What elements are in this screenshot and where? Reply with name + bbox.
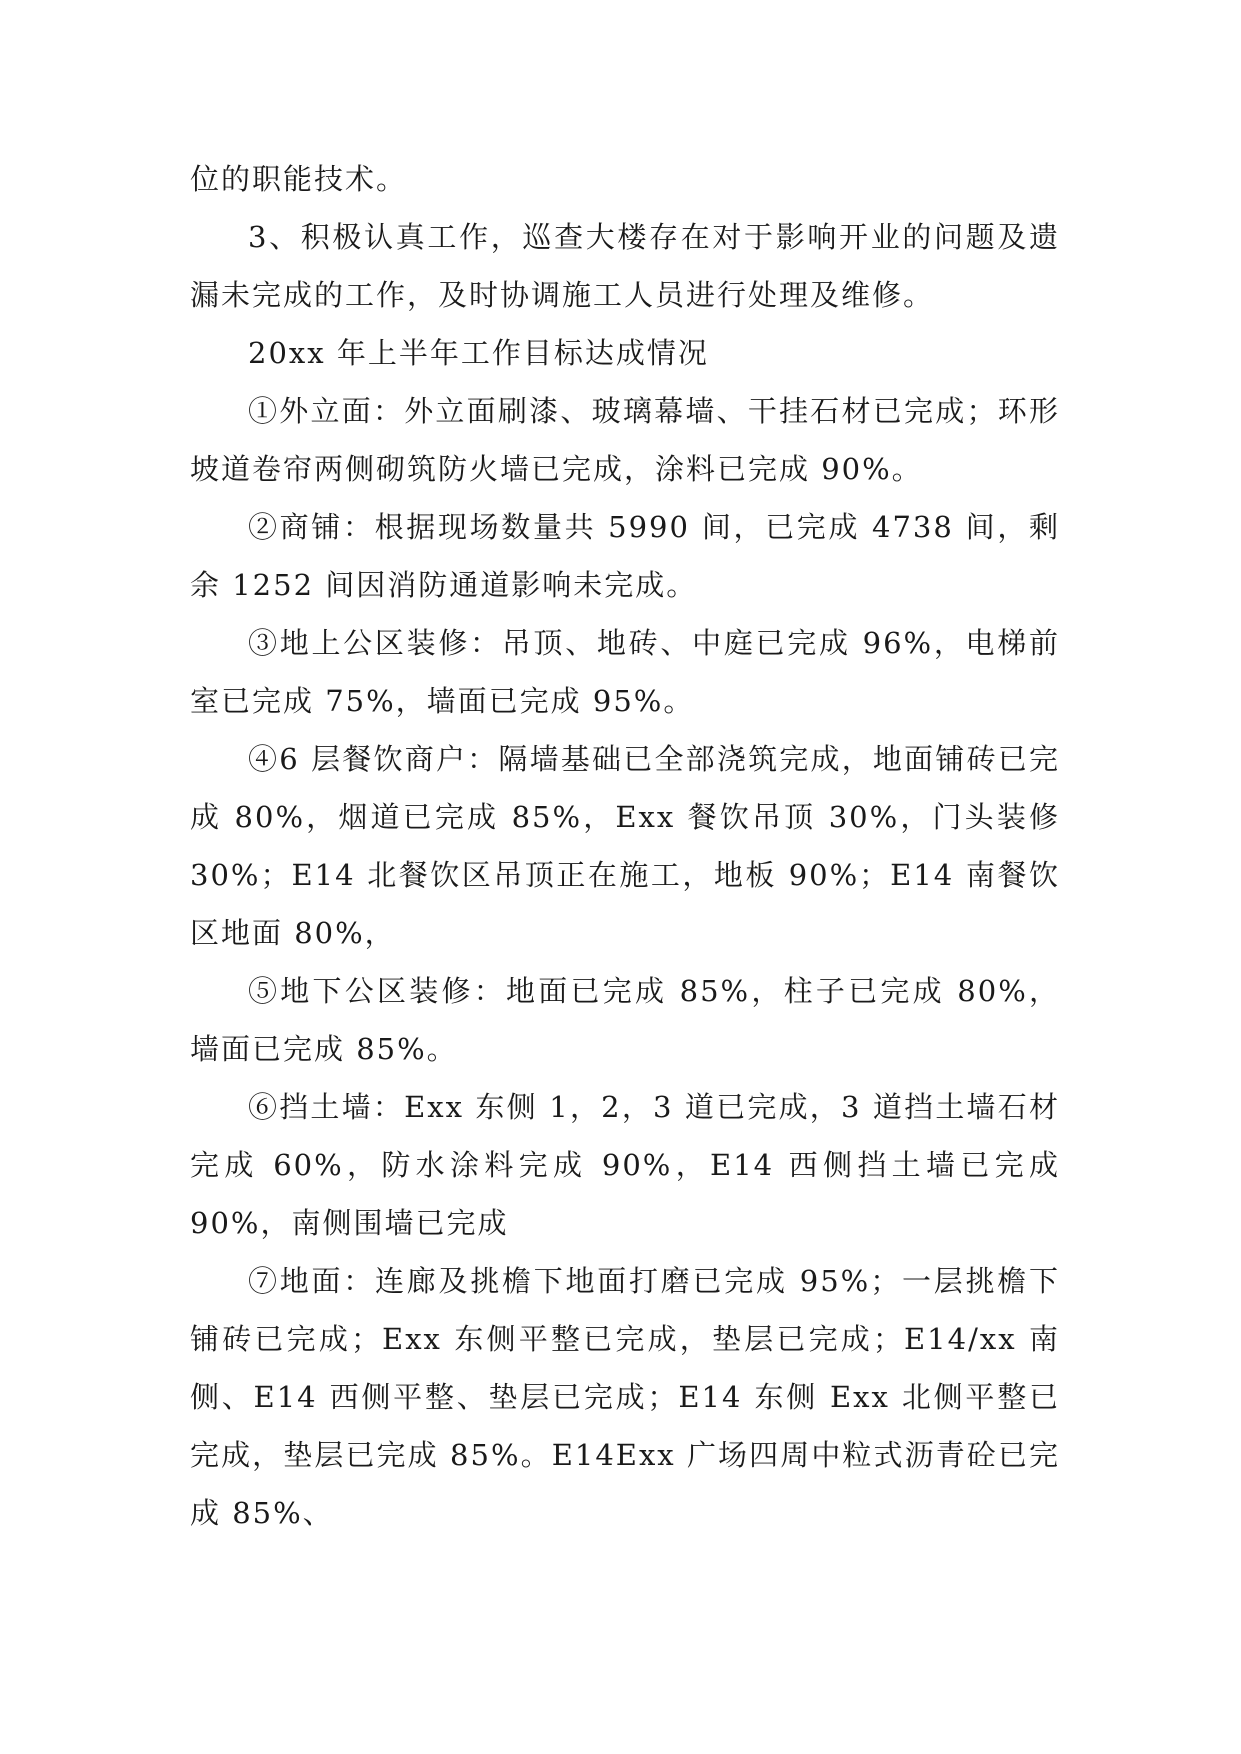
document-body [190,150,1060,1542]
paragraph-ground: ⑦地面：连廊及挑檐下地面打磨已完成 95%；一层挑檐下铺砖已完成；Exx 东侧平整已完成，垫层已完成；E14/xx 南侧、E14 西侧平整、垫层已完成；E14 东侧 Exx 北侧平整已完成，垫层已完成 85%。E14Exx 广场四周中粒式沥青砼已完成 85%、 [190,1264,1060,1530]
paragraph-retaining-wall: ⑥挡土墙：Exx 东侧 1，2，3 道已完成，3 道挡土墙石材完成 60%，防水涂料完成 90%，E14 西侧挡土墙已完成 90%，南侧围墙已完成 [190,1090,1060,1240]
paragraph-facade: ①外立面：外立面刷漆、玻璃幕墙、干挂石材已完成；环形坡道卷帘两侧砌筑防火墙已完成，涂料已完成 90%。 [190,394,1060,486]
paragraph-6th-floor-dining: ④6 层餐饮商户：隔墙基础已全部浇筑完成，地面铺砖已完成 80%，烟道已完成 85%，Exx 餐饮吊顶 30%，门头装修 30%；E14 北餐饮区吊顶正在施工，地板 90%；E14 南餐饮区地面 80%， [190,742,1060,950]
paragraph-above-ground-public: ③地上公区装修：吊顶、地砖、中庭已完成 96%，电梯前室已完成 75%，墙面已完成 95%。 [190,626,1060,718]
paragraph-item-3: 3、积极认真工作，巡查大楼存在对于影响开业的问题及遗漏未完成的工作，及时协调施工人员进行处理及维修。 [190,220,1060,312]
paragraph-continuation: 位的职能技术。 [190,162,408,196]
section-heading: 20xx 年上半年工作目标达成情况 [248,336,709,370]
paragraph-shops: ②商铺：根据现场数量共 5990 间，已完成 4738 间，剩余 1252 间因消防通道影响未完成。 [190,510,1060,602]
paragraph-underground-public: ⑤地下公区装修：地面已完成 85%，柱子已完成 80%，墙面已完成 85%。 [190,974,1060,1066]
